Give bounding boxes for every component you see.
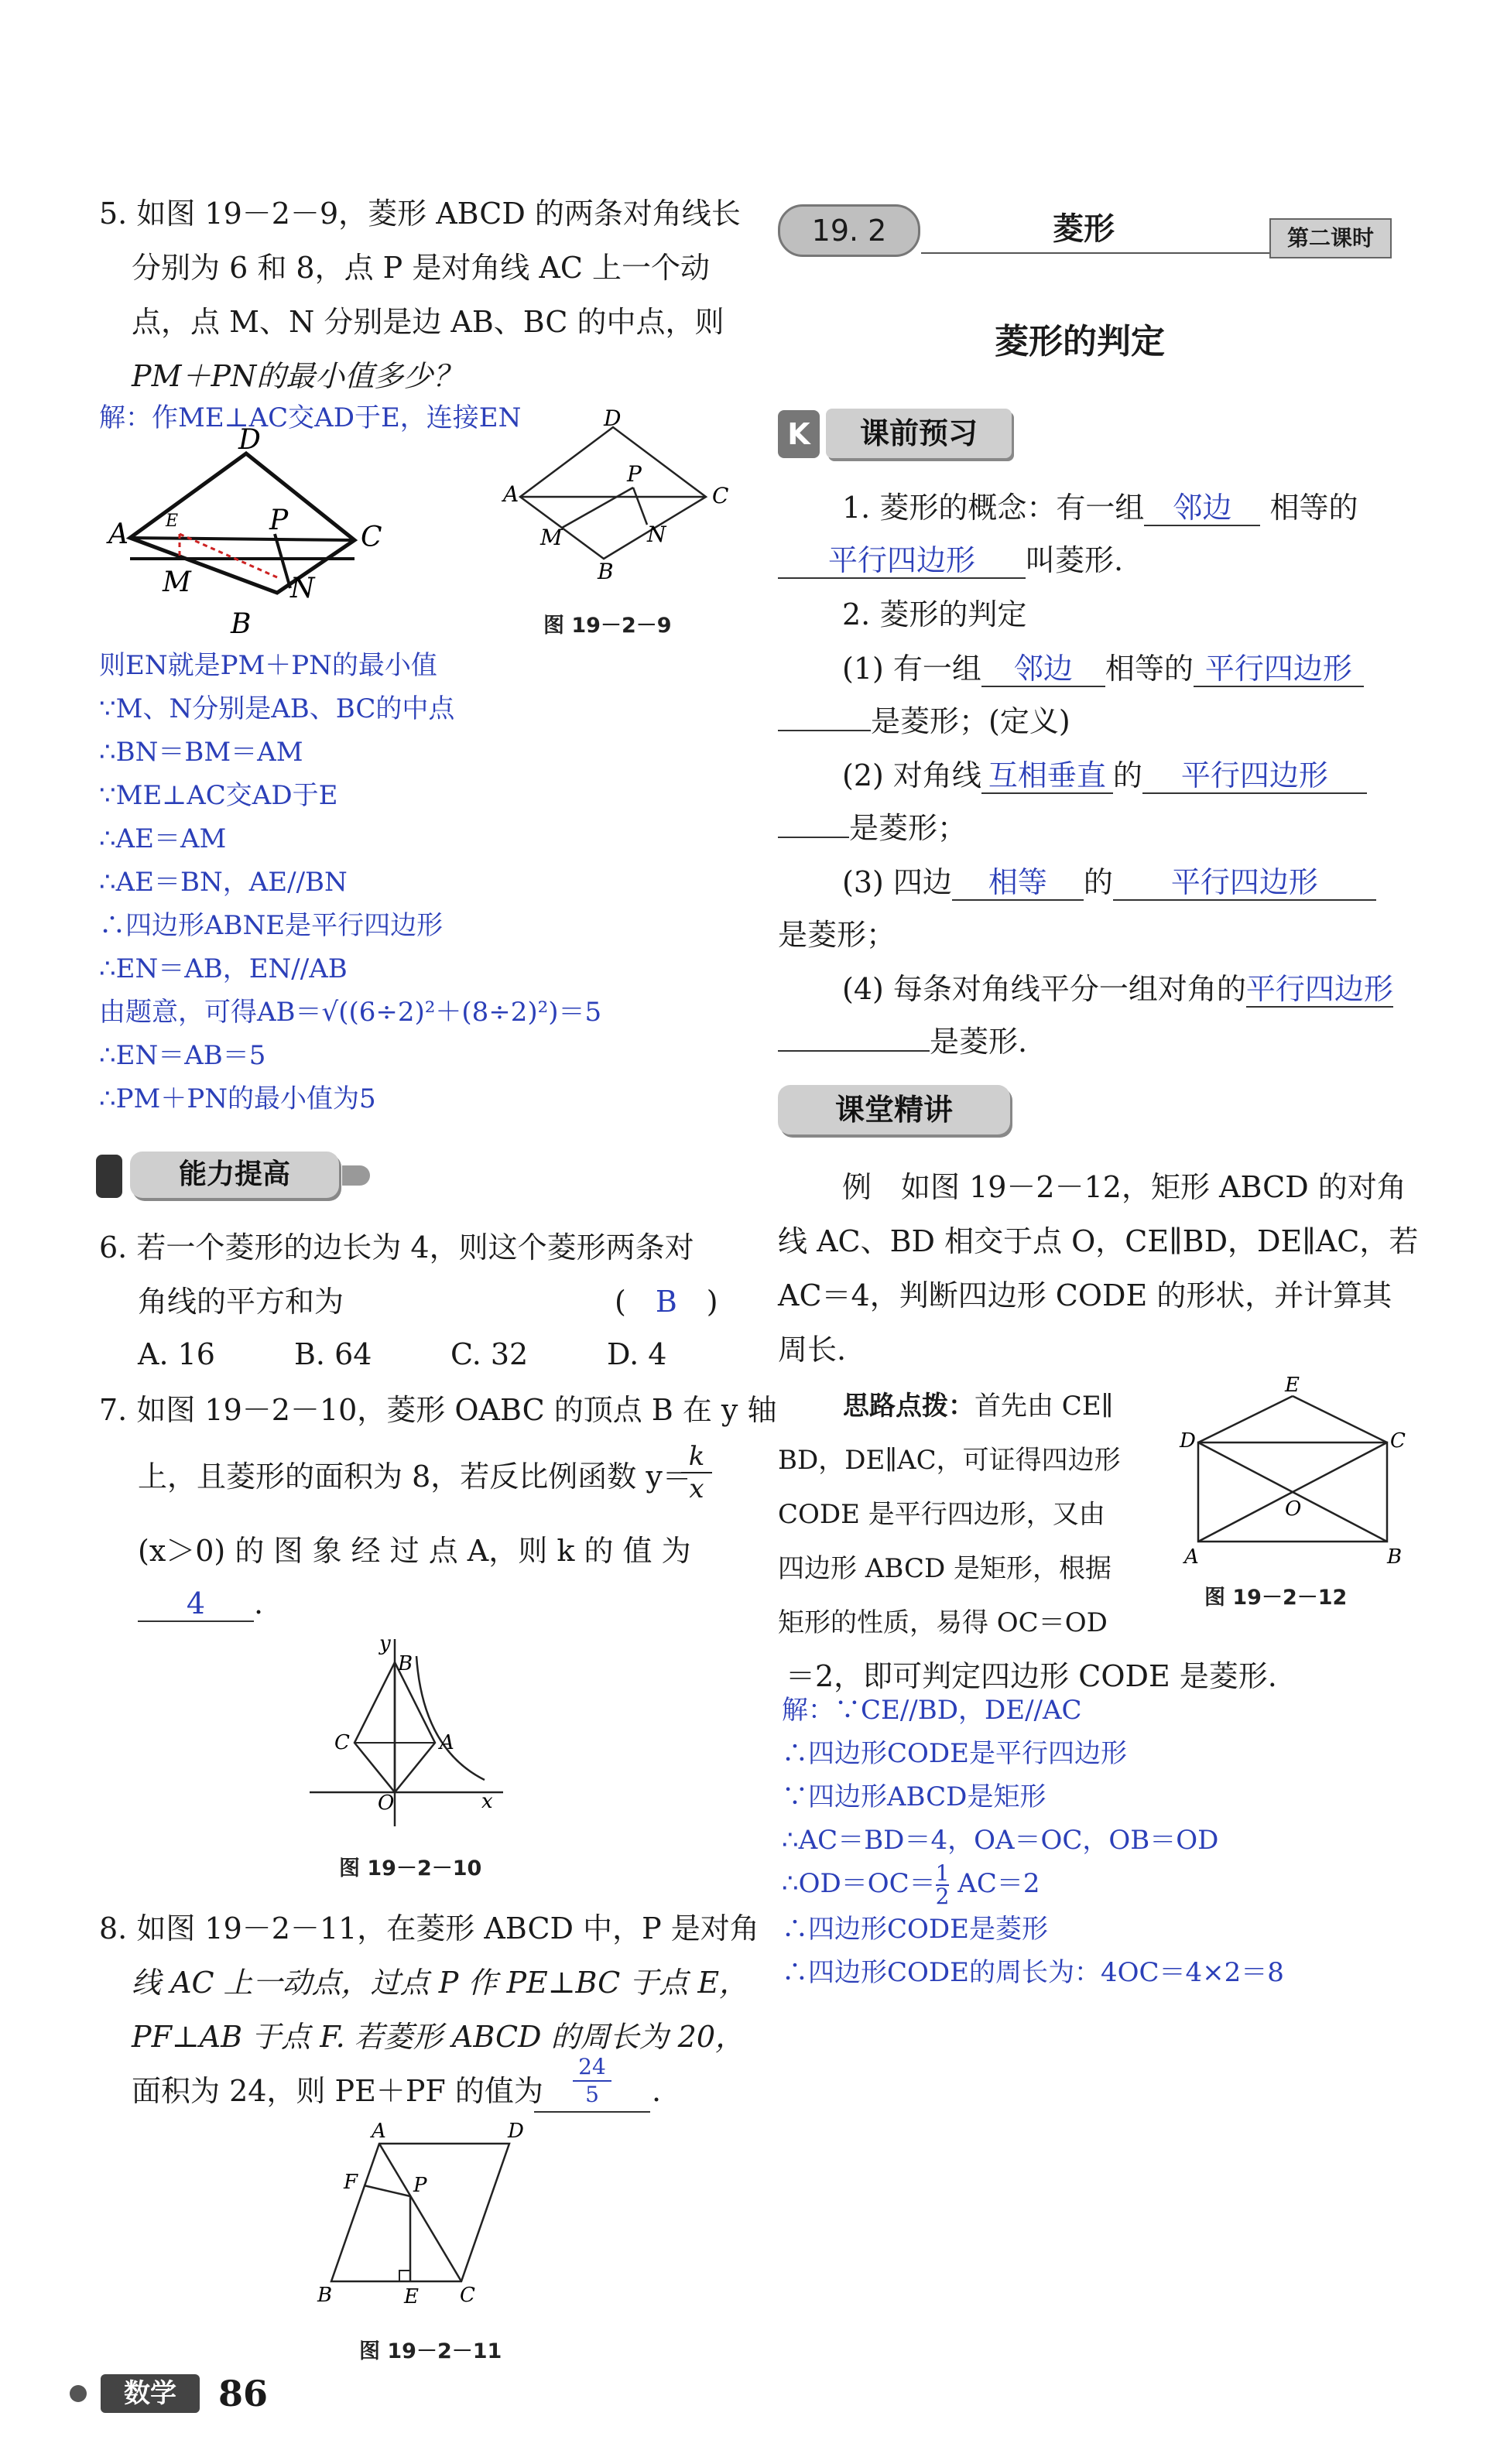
example-hint — [778, 1379, 1121, 1650]
diagonal-ac — [379, 2144, 461, 2281]
q8-line2: 线 AC 上一动点，过点 P 作 PE⊥BC 于点 E， — [132, 1966, 749, 2000]
solution-line: ∴四边形ABNE是平行四边形 — [99, 910, 444, 941]
example-line1: 例 如图 19－2－12，矩形 ABCD 的对角 — [842, 1170, 1406, 1204]
q8-answer-numerator: 24 — [578, 2054, 606, 2079]
preview-item1 — [842, 486, 1358, 529]
q5-line1: 5. 如图 19－2－9，菱形 ABCD 的两条对角线长 — [99, 197, 741, 231]
label-b: B — [317, 2284, 333, 2307]
solution-line: ∴AE＝BN，AE//BN — [99, 867, 348, 898]
hint-line: BD，DE∥AC，可证得四边形 — [778, 1445, 1121, 1476]
q7-line3: (x＞0) 的 图 象 经 过 点 A，则 k 的 值 为 — [138, 1534, 691, 1568]
label-c: C — [460, 2284, 475, 2307]
solution-line: ∴EN＝AB，EN//AB — [99, 953, 348, 984]
label-e: E — [166, 512, 179, 531]
q8-line3: PF⊥AB 于点 F. 若菱形 ABCD 的周长为 20， — [132, 2020, 745, 2054]
q8-answer-fraction — [573, 2054, 611, 2108]
figure-caption-19-2-11: 图 19－2－11 — [359, 2339, 502, 2363]
label-m: M — [163, 566, 191, 598]
criterion-2-cont — [778, 806, 967, 850]
q5-line4: PM＋PN的最小值多少？ — [132, 359, 463, 393]
hyperbola-curve — [416, 1656, 485, 1780]
right-angle-mark — [399, 2271, 410, 2281]
label-p: P — [413, 2174, 427, 2197]
q7-denominator: x — [689, 1473, 704, 1504]
label-p: P — [627, 461, 642, 487]
solution-line: ∴AE＝AM — [99, 823, 227, 854]
q6-answer: B — [655, 1285, 677, 1319]
hint-line: 首先由 CE∥ — [974, 1391, 1114, 1422]
solution-line: ∴四边形CODE是菱形 — [782, 1914, 1048, 1945]
label-c: C — [334, 1731, 350, 1754]
q6-answer-bracket: ( B ) — [615, 1285, 718, 1319]
solution-line: 则EN就是PM＋PN的最小值 — [99, 650, 437, 681]
text: 是菱形；(定义) — [871, 704, 1070, 738]
preview-item2: 2. 菱形的判定 — [842, 597, 1027, 631]
label-p: P — [269, 505, 289, 536]
answer-blank: 平行四边形 — [1245, 972, 1393, 1006]
section-number: 19. 2 — [811, 214, 887, 248]
q6-line1: 6. 若一个菱形的边长为 4，则这个菱形两条对 — [99, 1230, 694, 1265]
section-number-badge — [778, 204, 920, 257]
answer-blank: 平行四边形 — [1142, 758, 1367, 794]
q6-option-c: C. 32 — [450, 1337, 529, 1371]
k-icon: K — [778, 410, 820, 458]
q8-answer-blank — [534, 2054, 650, 2113]
solution-line: ∵M、N分别是AB、BC的中点 — [99, 693, 455, 724]
lesson-badge: 第二课时 — [1269, 218, 1392, 258]
text: (1) 有一组 — [842, 652, 981, 686]
q8-answer-denominator: 5 — [585, 2082, 599, 2107]
solution-line: 由题意，可得AB＝√((6÷2)²＋(8÷2)²)＝5 — [99, 997, 602, 1028]
figure-caption-19-2-10: 图 19－2－10 — [339, 1857, 482, 1881]
hint-line: CODE 是平行四边形，又由 — [778, 1499, 1105, 1530]
answer-blank: 邻边 — [981, 652, 1105, 687]
text: (2) 对角线 — [842, 758, 981, 792]
hint-label: 思路点拨： — [843, 1391, 974, 1422]
label-b: B — [1387, 1545, 1403, 1569]
solution-line: ∴四边形CODE是平行四边形 — [782, 1738, 1127, 1769]
text: 相等的 — [1269, 491, 1358, 525]
label-o: O — [378, 1792, 395, 1815]
label-b: B — [398, 1652, 413, 1675]
preview-tag-label: 课前预习 — [826, 409, 1012, 458]
text: 叫菱形. — [1026, 543, 1124, 577]
solution-line: ∵ME⊥AC交AD于E — [99, 780, 338, 811]
solution-line: ∵四边形ABCD是矩形 — [782, 1781, 1046, 1812]
preview-section-tag — [778, 406, 1018, 464]
q5-solution-start: 解：作ME⊥AC交AD于E，连接EN — [99, 402, 522, 433]
criterion-4 — [842, 967, 1393, 1011]
example-line3: AC＝4，判断四边形 CODE 的形状，并计算其 — [778, 1278, 1392, 1312]
segment-pf — [364, 2185, 410, 2196]
blank-line — [778, 1050, 930, 1052]
denominator: 2 — [935, 1884, 950, 1909]
tag-marker-icon — [96, 1155, 122, 1198]
label-n: N — [647, 522, 666, 547]
criterion-3-cont: 是菱形； — [778, 918, 896, 952]
line-pn — [275, 534, 290, 588]
label-a: A — [1184, 1545, 1199, 1569]
segment-ce — [1293, 1396, 1387, 1442]
text: 是菱形； — [849, 811, 968, 845]
figure-caption-19-2-12: 图 19－2－12 — [1204, 1586, 1348, 1610]
label-a: A — [108, 518, 128, 550]
fraction-one-half — [935, 1860, 950, 1909]
solution-line: ∴四边形CODE的周长为：4OC＝4×2＝8 — [782, 1957, 1284, 1988]
text: 的 — [1083, 865, 1113, 899]
text: 1. 菱形的概念：有一组 — [842, 491, 1145, 525]
label-c: C — [712, 483, 729, 508]
example-line4: 周长. — [778, 1333, 847, 1367]
solution-line: ∴AC＝BD＝4，OA＝OC，OB＝OD — [782, 1825, 1219, 1856]
text: 相等的 — [1105, 652, 1194, 686]
header-rule — [921, 252, 1269, 254]
q8-line4: 面积为 24，则 PE＋PF 的值为 — [132, 2074, 543, 2108]
ability-tag-label: 能力提高 — [130, 1152, 339, 1198]
text: (3) 四边 — [842, 865, 952, 899]
answer-blank: 邻边 — [1144, 491, 1260, 526]
q6-option-b: B. 64 — [294, 1337, 372, 1371]
label-o: O — [1285, 1497, 1302, 1521]
figure-19-2-11 — [310, 2120, 557, 2314]
figure-19-2-12 — [1177, 1374, 1406, 1569]
q5-solution-figure — [101, 424, 402, 640]
q7-answer-line: 4 . — [138, 1582, 263, 1625]
criterion-1-cont — [778, 700, 1070, 743]
diagonal-ac — [130, 538, 355, 540]
q7-line1: 7. 如图 19－2－10，菱形 OABC 的顶点 B 在 y 轴 — [99, 1393, 777, 1427]
ability-section-tag — [96, 1148, 375, 1204]
segment-pn — [633, 488, 647, 525]
label-n: N — [290, 573, 315, 604]
solution-line: ∴PM＋PN的最小值为5 — [99, 1083, 376, 1114]
label-d: D — [508, 2120, 524, 2143]
label-m: M — [540, 525, 563, 550]
figure-19-2-10 — [302, 1633, 519, 1826]
hint-line-last: ＝2，即可判定四边形 CODE 是菱形. — [786, 1659, 1277, 1693]
segment-de — [1198, 1396, 1293, 1442]
numerator: 1 — [935, 1860, 950, 1886]
q8-line1: 8. 如图 19－2－11，在菱形 ABCD 中，P 是对角 — [99, 1911, 759, 1946]
label-d: D — [1180, 1429, 1196, 1453]
label-a: A — [440, 1731, 454, 1754]
criterion-3 — [842, 861, 1376, 904]
q5-line2: 分别为 6 和 8，点 P 是对角线 AC 上一个动 — [132, 251, 710, 285]
answer-blank: 平行四边形 — [1113, 865, 1376, 901]
q7-answer: 4 — [138, 1586, 254, 1622]
label-y: y — [379, 1632, 391, 1655]
criterion-1 — [842, 647, 1364, 690]
label-e: E — [404, 2285, 419, 2308]
answer-blank: 平行四边形 — [778, 543, 1026, 579]
criterion-4-cont — [778, 1020, 1027, 1063]
q7-line2: 上，且菱形的面积为 8，若反比例函数 y＝ — [138, 1460, 692, 1494]
figure-caption-19-2-9: 图 19－2－9 — [543, 614, 672, 638]
label-a: A — [503, 481, 519, 507]
footer-subject: 数学 — [101, 2374, 200, 2413]
label-b: B — [231, 608, 252, 640]
section-title: 菱形 — [1053, 211, 1115, 247]
answer-blank: 相等 — [952, 865, 1084, 901]
q5-line3: 点，点 M、N 分别是边 AB、BC 的中点，则 — [132, 305, 724, 339]
text: 是菱形. — [930, 1025, 1028, 1059]
q6-option-a: A. 16 — [138, 1337, 215, 1371]
label-c: C — [1390, 1429, 1406, 1453]
label-e: E — [1285, 1374, 1300, 1397]
hint-line: 四边形 ABCD 是矩形，根据 — [778, 1553, 1112, 1584]
label-d: D — [604, 406, 622, 431]
example-line2: 线 AC、BD 相交于点 O，CE∥BD，DE∥AC，若 — [778, 1224, 1419, 1258]
solution-line-fraction — [782, 1862, 1284, 1908]
blank-line — [778, 837, 849, 838]
label-x: x — [481, 1790, 493, 1813]
preview-item1-cont — [778, 539, 1123, 582]
label-c: C — [361, 522, 382, 553]
q6-option-d: D. 4 — [607, 1337, 667, 1371]
criterion-2 — [842, 754, 1367, 797]
q5-solution — [99, 644, 601, 1121]
q6-line2: 角线的平方和为 — [138, 1285, 344, 1319]
text: ∴OD＝OC＝ — [782, 1868, 936, 1899]
solution-line: 解：∵CE//BD，DE//AC — [782, 1695, 1082, 1726]
footer-dot-icon — [70, 2385, 87, 2402]
figure-19-2-9 — [488, 406, 735, 588]
text: (4) 每条对角线平分一组对角的 — [842, 972, 1246, 1006]
q7-fraction — [681, 1441, 712, 1504]
answer-blank: 平行四边形 — [1194, 652, 1364, 687]
q8-period: . — [652, 2074, 662, 2108]
label-b: B — [598, 559, 614, 584]
label-a: A — [372, 2120, 386, 2143]
lecture-tag-label: 课堂精讲 — [778, 1085, 1010, 1134]
hint-line: 矩形的性质，易得 OC＝OD — [778, 1607, 1108, 1638]
solution-line: ∴EN＝AB＝5 — [99, 1040, 266, 1071]
text: AC＝2 — [949, 1868, 1040, 1899]
solution-line: ∴BN＝BM＝AM — [99, 737, 303, 768]
example-solution — [782, 1689, 1284, 1994]
q7-numerator: k — [688, 1441, 705, 1472]
text: 的 — [1112, 758, 1142, 792]
tag-tail-icon — [342, 1165, 370, 1186]
label-d: D — [238, 424, 261, 456]
page-subtitle: 菱形的判定 — [995, 322, 1165, 361]
segment-pm — [562, 488, 633, 528]
page-number: 86 — [218, 2373, 269, 2414]
label-f: F — [344, 2171, 358, 2194]
blank-line — [778, 730, 871, 731]
lecture-section-tag — [778, 1082, 1033, 1141]
answer-blank: 互相垂直 — [981, 758, 1113, 794]
